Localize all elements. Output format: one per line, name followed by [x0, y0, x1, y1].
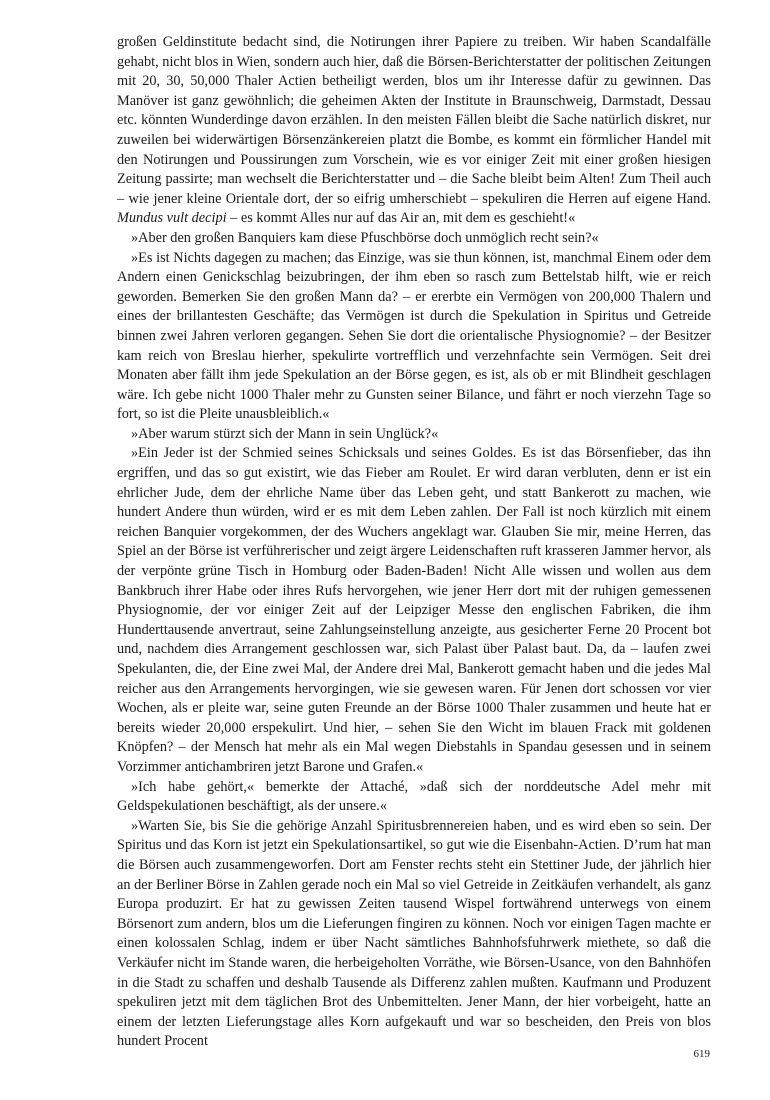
- text-run: »Ein Jeder ist der Schmied seines Schicksals und seines Goldes. Es ist das Börsenfieber, das ihn ergriffen, und das so gut existirt, wie das Fieber am Roulet. Er wird daran verbluten, denn er ist ein ehrlicher Jude, dem der ehrliche Name über das Leben geht, und statt Bankerott zu machen, wie hundert Andere thun würden, wird er es mit dem Leben zahlen. Der Fall ist noch kürzlich mit einem reichen Banquier vorgekommen, der des Wuchers angeklagt war. Glauben Sie mir, meine Herren, das Spiel an der Börse ist verführerischer und zeigt ärgere Leidenschaften ruft krasseren Jammer hervor, als der verpönte grüne Tisch in Homburg oder Baden-Baden! Nicht Alle wissen und wollen aus dem Bankbruch ihrer Habe oder ihres Rufs hervorgehen, wie jener Herr dort mit der ruhigen gemessenen Physiognomie, der vor einiger Zeit auf der Leipziger Messe den englischen Fabriken, die ihm Hunderttausende anvertraut, seine Zahlungseinstellung anzeigte, aus gesicherter Ferne 20 Procent bot und, nachdem dies Arrangement geschlossen war, sich Palast über Palast baut. Da, da – laufen zwei Spekulanten, die, der Eine zwei Mal, der Andere drei Mal, Bankerott gemacht haben und die jedes Mal reicher aus den Arrangements hervorgingen, wie sie gewesen waren. Für Jenen dort schossen vor vier Wochen, als er pleite war, seine guten Freunde an der Börse 1000 Thaler zusammen und heute hat er bereits wieder 20,000 erspekulirt. Und hier, – sehen Sie den Wicht im blauen Frack mit goldenen Knöpfen? – der Mensch hat mehr als ein Mal wegen Diebstahls in Spandau gesessen und in seinem Vorzimmer antichambriren jetzt Barone und Grafen.«: [117, 445, 711, 775]
- paragraph: [117, 425, 711, 445]
- text-run: »Ich habe gehört,« bemerkte der Attaché, »daß sich der norddeutsche Adel mehr mit Geldspekulationen beschäftigt, als der unsere.«: [117, 778, 711, 815]
- text-run: – es kommt Alles nur auf das Air an, mit dem es geschieht!«: [226, 210, 576, 227]
- text-run: »Aber warum stürzt sich der Mann in sein Unglück?«: [131, 425, 439, 442]
- paragraph: [117, 229, 711, 249]
- paragraph: [117, 817, 711, 1052]
- page-number: 619: [693, 1048, 710, 1060]
- italic-phrase: Mundus vult decipi: [117, 210, 227, 227]
- paragraph: [117, 33, 711, 229]
- paragraph: [117, 444, 711, 777]
- text-run: »Warten Sie, bis Sie die gehörige Anzahl Spiritusbrennereien haben, und es wird eben so sein. Der Spiritus und das Korn ist jetzt ein Spekulationsartikel, so gut wie die Eisenbahn-Actien. D’rum hat man die Börsen auch zusammengeworfen. Dort am Fenster rechts steht ein Stettiner Jude, der jährlich hier an der Berliner Börse in Zahlen gerade noch ein Mal so viel Getreide in Zeitkäufen verhandelt, als ganz Europa produzirt. Er hat zu gewissen Zeiten tausend Wispel fortwährend unterwegs von einem Börsenort zum andern, blos um die Lieferungen fingiren zu können. Noch vor einigen Tagen machte er einen kolossalen Schlag, indem er über Nacht sämtliches Bahnhofsfuhrwerk miethete, so daß die Verkäufer nicht im Stande waren, die herbeigeholten Vorräthe, wie Börsen-Usance, von den Bahnhöfen in die Stadt zu schaffen und deshalb Tausende als Differenz zahlen mußten. Kaufmann und Produzent spekuliren jetzt mit dem täglichen Brot des Unbemittelten. Jener Mann, der hier vorbeigeht, hatte an einem der letzten Lieferungstage alles Korn aufgekauft und war so bescheiden, den Preis von blos hundert Procent: [117, 817, 711, 1050]
- text-run: großen Geldinstitute bedacht sind, die Notirungen ihrer Papiere zu treiben. Wir haben Scandalfälle gehabt, nicht blos in Wien, sondern auch hier, daß die Börsen-Berichterstatter der politischen Zeitungen mit 20, 30, 50,000 Thaler Actien betheiligt werden, blos um ihr Interesse dafür zu gewinnen. Das Manöver ist ganz gewöhnlich; die geheimen Akten der Institute in Braunschweig, Darmstadt, Dessau etc. könnten Wunderdinge davon erzählen. In den meisten Fällen bleibt die Sache natürlich diskret, nur zuweilen bei widerwärtigen Börsenzänkereien platzt die Bombe, es kommt ein förmlicher Handel mit den Notirungen und Poussirungen zum Vorschein, wie es vor einiger Zeit mit einer großen hiesigen Zeitung passirte; man wechselt die Berichterstatter und – die Sache bleibt beim Alten! Zum Theil auch – wie jener kleine Orientale dort, der so eifrig umherschiebt – spekuliren die Herren auf eigene Hand.: [117, 34, 711, 207]
- text-run: »Es ist Nichts dagegen zu machen; das Einzige, was sie thun können, ist, manchmal Einem oder dem Andern einen Genickschlag beizubringen, der ihm eben so rasch zum Bettelstab hilft, wie er reich geworden. Bemerken Sie den großen Mann da? – er ererbte ein Vermögen von 200,000 Thalern und eines der brillantesten Geschäfte; das Vermögen ist durch die Spekulation in Spiritus und Getreide binnen zwei Jahren verloren gegangen. Sehen Sie dort die orientalische Physiognomie? – der Besitzer kam reich von Breslau hierher, spekulirte vortrefflich und verzehnfachte sein Vermögen. Seit drei Monaten aber fällt ihm jede Spekulation an der Börse gegen, es ist, als ob er mit Blindheit geschlagen wäre. Ich gebe nicht 1000 Thaler mehr zu Gunsten seiner Bilance, und fährt er noch vierzehn Tage so fort, so ist die Pleite unausbleiblich.«: [117, 249, 711, 423]
- text-run: »Aber den großen Banquiers kam diese Pfuschbörse doch unmöglich recht sein?«: [131, 229, 599, 246]
- paragraph: [117, 249, 711, 425]
- paragraph: [117, 778, 711, 817]
- page-text-block: [117, 33, 711, 1052]
